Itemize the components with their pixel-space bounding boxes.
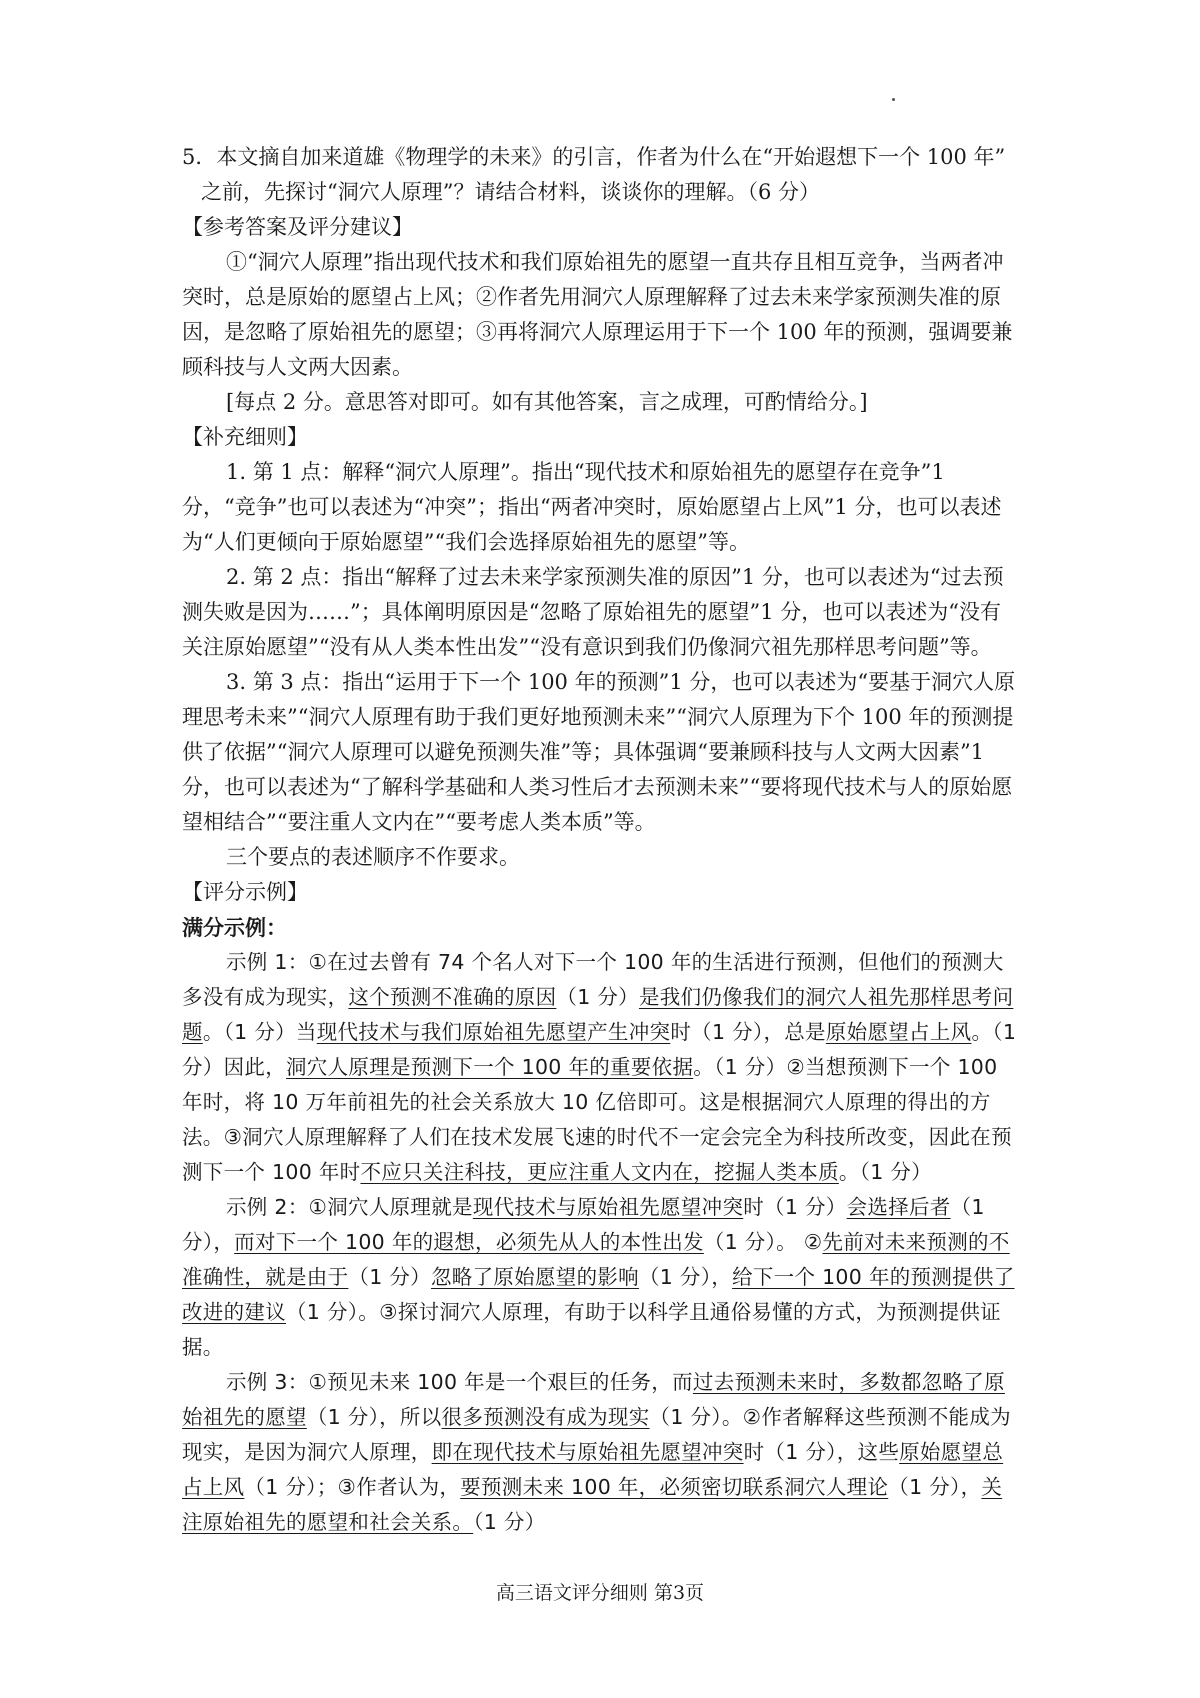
full-mark-label: 满分示例：: [182, 915, 287, 940]
example-2: 示例 2：①洞穴人原理就是现代技术与原始祖先愿望冲突时（1 分）会选择后者（1 分），而对下一个 100 年的遐想，必须先从人的本性出发（1 分）。 ②先前对未来预测的不准确性，就是由于（1 分）忽略了原始愿望的影响（1 分），给下一个 100 年的预测提供了改进的建议（1 分）。③探讨洞穴人原理，有助于以科学且通俗易懂的方式，为预测提供证据。: [182, 1195, 1015, 1359]
reference-answer: ①“洞穴人原理”指出现代技术和我们原始祖先的愿望一直共存且相互竞争，当两者冲突时，总是原始的愿望占上风；②作者先用洞穴人原理解释了过去未来学家预测失准的原因，是忽略了原始祖先的愿望；③再将洞穴人原理运用于下一个 100 年的预测，强调要兼顾科技与人文两大因素。: [182, 250, 1013, 379]
supplementary-rules-heading: 【补充细则】: [182, 425, 308, 449]
scoring-examples-heading: 【评分示例】: [182, 880, 308, 904]
question-line-2: 之前，先探讨“洞穴人原理”？请结合材料，谈谈你的理解。（6 分）: [201, 180, 821, 204]
scan-dot: [892, 98, 895, 101]
supp-rule-3: 3. 第 3 点：指出“运用于下一个 100 年的预测”1 分，也可以表述为“要基于洞穴人原理思考未来”“洞穴人原理有助于我们更好地预测未来”“洞穴人原理为下个 100 年的预测提供了依据”“洞穴人原理可以避免预测失准”等；具体强调“要兼顾科技与人文两大因素”1 分，也可以表述为“了解科学基础和人类习性后才去预测未来”“要将现代技术与人的原始愿望相结合”“要注重人文内在”“要考虑人类本质”等。: [182, 670, 1016, 834]
example-3: 示例 3：①预见未来 100 年是一个艰巨的任务，而过去预测未来时，多数都忽略了原始祖先的愿望（1 分），所以很多预测没有成为现实（1 分）。②作者解释这些预测不能成为现实，是因为洞穴人原理，即在现代技术与原始祖先愿望冲突时（1 分），这些原始愿望总占上风（1 分）；③作者认为，要预测未来 100 年，必须密切联系洞穴人理论（1 分），关注原始祖先的愿望和社会关系。（1 分）: [182, 1370, 1011, 1534]
supp-rule-order-note: 三个要点的表述顺序不作要求。: [226, 845, 520, 869]
supp-rule-2: 2. 第 2 点：指出“解释了过去未来学家预测失准的原因”1 分，也可以表述为“过去预测失败是因为……”；具体阐明原因是“忽略了原始祖先的愿望”1 分，也可以表述为“没有关注原始愿望”“没有从人类本性出发”“没有意识到我们仍像洞穴祖先那样思考问题”等。: [182, 565, 1004, 659]
reference-answer-heading: 【参考答案及评分建议】: [182, 215, 413, 239]
page-footer: 高三语文评分细则 第3页: [495, 1582, 705, 1604]
example-1: 示例 1：①在过去曾有 74 个名人对下一个 100 年的生活进行预测，但他们的预测大多没有成为现实，这个预测不准确的原因（1 分）是我们仍像我们的洞穴人祖先那样思考问题。（1 分）当现代技术与我们原始祖先愿望产生冲突时（1 分），总是原始愿望占上风。（1 分）因此，洞穴人原理是预测下一个 100 年的重要依据。（1 分）②当想预测下一个 100 年时，将 10 万年前祖先的社会关系放大 10 亿倍即可。这是根据洞穴人原理的得出的方法。③洞穴人原理解释了人们在技术发展飞速的时代不一定会完全为科技所改变，因此在预测下一个 100 年时不应只关注科技，更应注重人文内在，挖掘人类本质。（1 分）: [182, 950, 1017, 1184]
page-content: [182, 140, 1020, 1540]
question-line-1: 5．本文摘自加来道雄《物理学的未来》的引言，作者为什么在“开始遐想下一个 100 年”: [182, 145, 1006, 169]
scoring-note: [每点 2 分。意思答对即可。如有其他答案，言之成理，可酌情给分。]: [226, 390, 868, 414]
question-5: [182, 140, 1020, 210]
supp-rule-1: 1. 第 1 点：解释“洞穴人原理”。指出“现代技术和原始祖先的愿望存在竞争”1 分，“竞争”也可以表述为“冲突”；指出“两者冲突时，原始愿望占上风”1 分，也可以表述为“人们更倾向于原始愿望”“我们会选择原始祖先的愿望”等。: [182, 460, 1002, 554]
